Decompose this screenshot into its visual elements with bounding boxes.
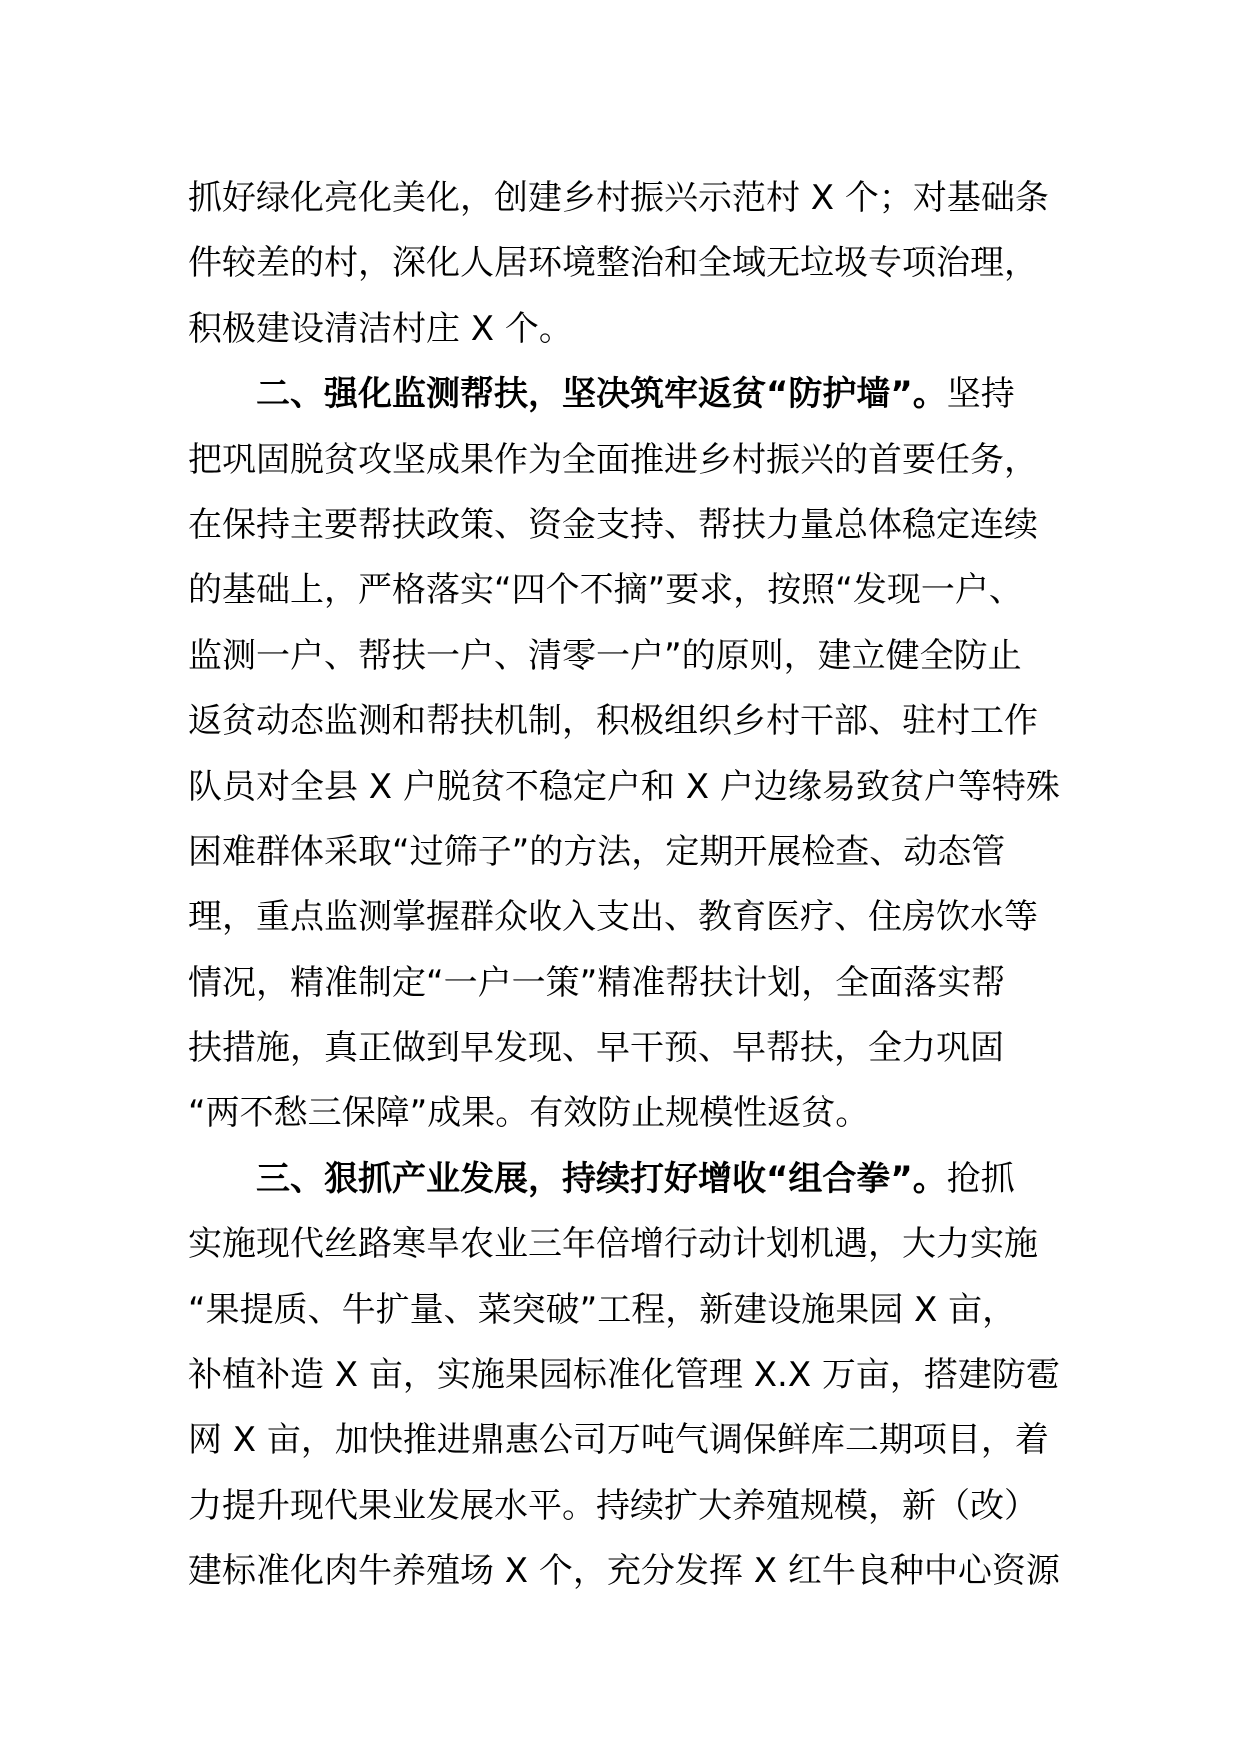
- paragraph-line: 力提升现代果业发展水平。持续扩大养殖规模，新（改）: [188, 1485, 1038, 1526]
- section-heading: 三、狠抓产业发展，持续打好增收“组合拳”。: [256, 1158, 947, 1199]
- paragraph-line: “果提质、牛扩量、菜突破”工程，新建设施果园 X 亩，: [188, 1289, 1017, 1330]
- paragraph-first-line: [188, 362, 1048, 427]
- paragraph-first-line: [188, 1147, 1048, 1212]
- paragraph-line: 建标准化肉牛养殖场 X 个，充分发挥 X 红牛良种中心资源: [188, 1551, 1060, 1592]
- paragraph-line: 的基础上，严格落实“四个不摘”要求，按照“发现一户、: [188, 570, 1023, 611]
- paragraph-line: 监测一户、帮扶一户、清零一户”的原则，建立健全防止: [188, 635, 1022, 676]
- paragraph-2: [188, 362, 1060, 1147]
- heading-tail-text: 坚持: [946, 374, 1015, 415]
- paragraph-line: 抓好绿化亮化美化，创建乡村振兴示范村 X 个；对基础条: [188, 178, 1049, 218]
- paragraph-line: 积极建设清洁村庄 X 个。: [188, 308, 573, 349]
- paragraph-line: 返贫动态监测和帮扶机制，积极组织乡村干部、驻村工作: [188, 701, 1038, 742]
- paragraph-line: 在保持主要帮扶政策、资金支持、帮扶力量总体稳定连续: [188, 504, 1038, 545]
- paragraph-line: 情况，精准制定“一户一策”精准帮扶计划，全面落实帮: [188, 962, 1006, 1003]
- paragraph-line: 队员对全县 X 户脱贫不稳定户和 X 户边缘易致贫户等特殊: [188, 766, 1060, 807]
- paragraph-line: 补植补造 X 亩，实施果园标准化管理 X.X 万亩，搭建防雹: [188, 1355, 1060, 1396]
- paragraph-line: 困难群体采取“过筛子”的方法，定期开展检查、动态管: [188, 831, 1006, 872]
- paragraph-line: 件较差的村，深化人居环境整治和全域无垃圾专项治理，: [188, 243, 1038, 284]
- document-body: [188, 166, 1060, 1605]
- heading-tail-text: 抢抓: [946, 1158, 1015, 1199]
- paragraph-line: 理，重点监测掌握群众收入支出、教育医疗、住房饮水等: [188, 897, 1038, 938]
- paragraph-line: “两不愁三保障”成果。有效防止规模性返贫。: [188, 1093, 870, 1134]
- paragraph-line: 扶措施，真正做到早发现、早干预、早帮扶，全力巩固: [188, 1028, 1004, 1069]
- paragraph-1: [188, 166, 1048, 362]
- paragraph-line: 把巩固脱贫攻坚成果作为全面推进乡村振兴的首要任务，: [188, 439, 1038, 480]
- section-heading: 二、强化监测帮扶，坚决筑牢返贫“防护墙”。: [256, 374, 947, 415]
- paragraph-line: 实施现代丝路寒旱农业三年倍增行动计划机遇，大力实施: [188, 1224, 1038, 1265]
- paragraph-line: 网 X 亩，加快推进鼎惠公司万吨气调保鲜库二期项目，着: [188, 1420, 1049, 1461]
- paragraph-3: [188, 1147, 1060, 1605]
